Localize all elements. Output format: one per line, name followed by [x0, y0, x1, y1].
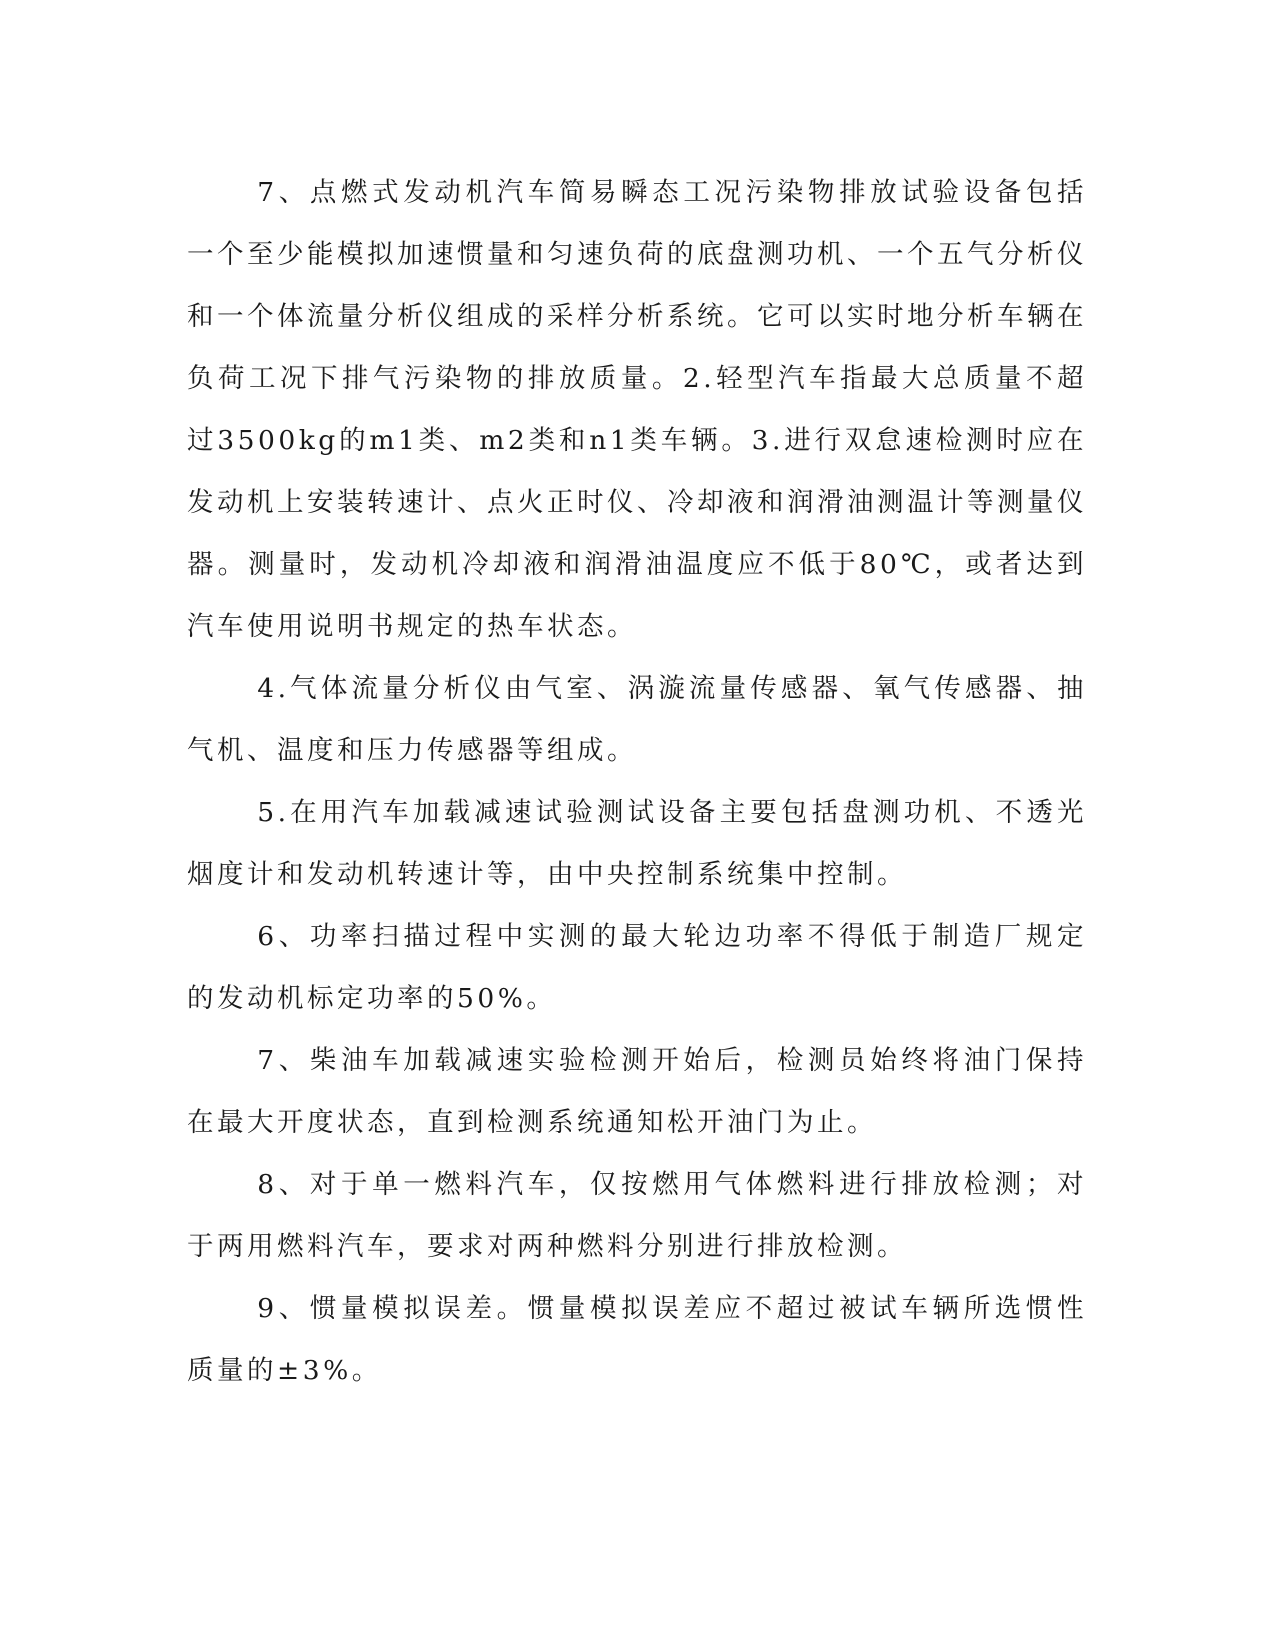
paragraph-5: 7、柴油车加载减速实验检测开始后，检测员始终将油门保持在最大开度状态，直到检测系统通知松开油门为止。 — [187, 1045, 1087, 1138]
paragraph-2: 4.气体流量分析仪由气室、涡漩流量传感器、氧气传感器、抽气机、温度和压力传感器等组成。 — [187, 673, 1087, 766]
paragraph-6: 8、对于单一燃料汽车，仅按燃用气体燃料进行排放检测；对于两用燃料汽车，要求对两种燃料分别进行排放检测。 — [187, 1169, 1087, 1262]
document-body — [187, 162, 1087, 1402]
paragraph-7: 9、惯量模拟误差。惯量模拟误差应不超过被试车辆所选惯性质量的±3%。 — [187, 1293, 1087, 1386]
paragraph-3: 5.在用汽车加载减速试验测试设备主要包括盘测功机、不透光烟度计和发动机转速计等，由中央控制系统集中控制。 — [187, 797, 1087, 890]
paragraph-4: 6、功率扫描过程中实测的最大轮边功率不得低于制造厂规定的发动机标定功率的50%。 — [187, 921, 1087, 1014]
paragraph-1: 7、点燃式发动机汽车简易瞬态工况污染物排放试验设备包括一个至少能模拟加速惯量和匀速负荷的底盘测功机、一个五气分析仪和一个体流量分析仪组成的采样分析系统。它可以实时地分析车辆在负荷工况下排气污染物的排放质量。2.轻型汽车指最大总质量不超过3500kg的m1类、m2类和n1类车辆。3.进行双怠速检测时应在发动机上安装转速计、点火正时仪、冷却液和润滑油测温计等测量仪器。测量时，发动机冷却液和润滑油温度应不低于80℃，或者达到汽车使用说明书规定的热车状态。 — [187, 177, 1087, 642]
